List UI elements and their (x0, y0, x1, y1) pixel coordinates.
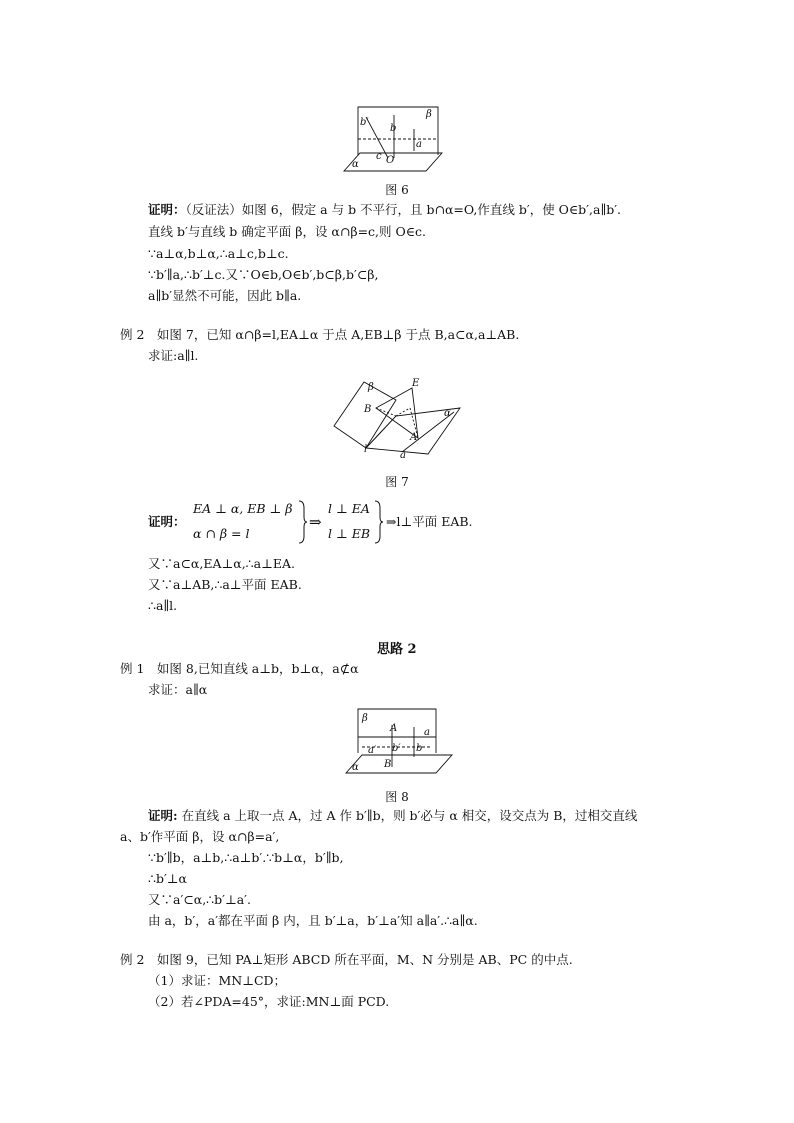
proof2-tail: ⇒l⊥平面 EAB. (386, 514, 473, 529)
ex2a-line2: 求证:a∥l. (148, 348, 199, 363)
proof1-line4: ∵b′∥a,∴b′⊥c.又∵O∈b,O∈b′,b⊂β,b′⊂β, (148, 267, 379, 282)
fig8-label-B: B (384, 759, 392, 770)
ex1b-line1: 例 1 如图 8,已知直线 a⊥b，b⊥α，a⊄α (120, 661, 359, 676)
proof2-res2: l ⊥ EB (328, 526, 371, 541)
proof2-line4: ∴a∥l. (148, 598, 178, 613)
ex2a-line1: 例 2 如图 7，已知 α∩β=l,EA⊥α 于点 A,EB⊥β 于点 B,a⊂α,a⊥AB. (120, 327, 520, 342)
proof3-line3: ∵b′∥b，a⊥b,∴a⊥b′.∵b⊥α，b′∥b, (148, 850, 344, 865)
proof2-brace-1 (298, 500, 308, 544)
fig6-caption: 图 6 (385, 183, 409, 197)
fig6-label-O: O (386, 155, 395, 166)
fig7-label-a: a (400, 450, 406, 461)
fig8-label-beta: β (362, 713, 368, 724)
fig6-label-a: a (416, 139, 422, 150)
proof1-text1: （反证法）如图 6，假定 a 与 b 不平行，且 b∩α=O,作直线 b′，使 O∈b′,a∥b′. (185, 202, 622, 217)
fig8-label-b-prime: b′ (392, 743, 401, 754)
fig8-label-a-prime: a′ (368, 745, 377, 756)
proof3-line6: 由 a，b′，a′都在平面 β 内，且 b′⊥a，b′⊥a′知 a∥a′.∴a∥α. (148, 913, 478, 928)
proof1-line3: ∵a⊥α,b⊥α,∴a⊥c,b⊥c. (148, 246, 289, 261)
fig7-caption: 图 7 (385, 475, 409, 489)
proof3-lead: 证明: (148, 808, 178, 823)
fig7-label-E: E (412, 378, 420, 389)
section2-title: 思路 2 (377, 642, 417, 657)
proof3-line1 (148, 808, 637, 824)
fig8-label-alpha: α (352, 762, 359, 773)
fig8-label-a: a (424, 727, 430, 738)
proof2-res1: l ⊥ EA (328, 501, 370, 516)
fig6-label-b-prime: b′ (360, 117, 369, 128)
proof3-line4: ∴b′⊥α (148, 871, 187, 886)
proof2-line3: 又∵a⊥AB,∴a⊥平面 EAB. (148, 577, 302, 592)
ex2b-line3: （2）若∠PDA=45°，求证:MN⊥面 PCD. (148, 994, 390, 1009)
proof2-lead: 证明： (148, 514, 186, 529)
proof1-line1 (148, 202, 621, 218)
fig6-label-beta: β (426, 109, 432, 120)
fig8-label-b: b (416, 743, 423, 754)
proof2-cond2: α ∩ β = l (193, 526, 250, 541)
fig7-label-alpha: α (444, 408, 451, 419)
figure-7 (330, 372, 462, 466)
fig6-label-b: b (390, 123, 397, 134)
fig7-label-beta: β (368, 382, 374, 393)
fig7-label-B: B (364, 404, 372, 415)
fig8-caption: 图 8 (385, 790, 409, 804)
fig8-label-A: A (390, 723, 398, 734)
proof2-line2: 又∵a⊂α,EA⊥α,∴a⊥EA. (148, 556, 295, 571)
ex2b-line1: 例 2 如图 9，已知 PA⊥矩形 ABCD 所在平面，M、N 分别是 AB、PC 的中点. (120, 952, 573, 967)
proof3-line2: a、b′作平面 β，设 α∩β=a′, (120, 829, 280, 844)
proof2-brace-2 (374, 500, 384, 544)
ex2b-line2: （1）求证：MN⊥CD； (148, 973, 287, 988)
fig7-label-l: l (364, 444, 368, 455)
fig6-label-c: c (376, 151, 382, 162)
proof3-line5: 又∵a′⊂α,∴b′⊥a′. (148, 892, 251, 907)
proof1-line5: a∥b′显然不可能，因此 b∥a. (148, 288, 302, 303)
figure-8 (342, 705, 454, 777)
figure-6 (338, 103, 444, 175)
proof1-line2: 直线 b′与直线 b 确定平面 β，设 α∩β=c,则 O∈c. (148, 224, 426, 239)
proof2-cond1: EA ⊥ α, EB ⊥ β (193, 501, 293, 516)
ex1b-line2: 求证：a∥α (148, 682, 208, 697)
proof1-lead: 证明： (148, 202, 186, 217)
fig6-label-alpha: α (352, 159, 359, 170)
proof2-arrow-1: ⇒ (309, 513, 322, 531)
proof3-text1: 在直线 a 上取一点 A，过 A 作 b′∥b，则 b′必与 α 相交，设交点为 B，过相交直线 (181, 808, 638, 823)
fig7-label-A: A (410, 432, 418, 443)
